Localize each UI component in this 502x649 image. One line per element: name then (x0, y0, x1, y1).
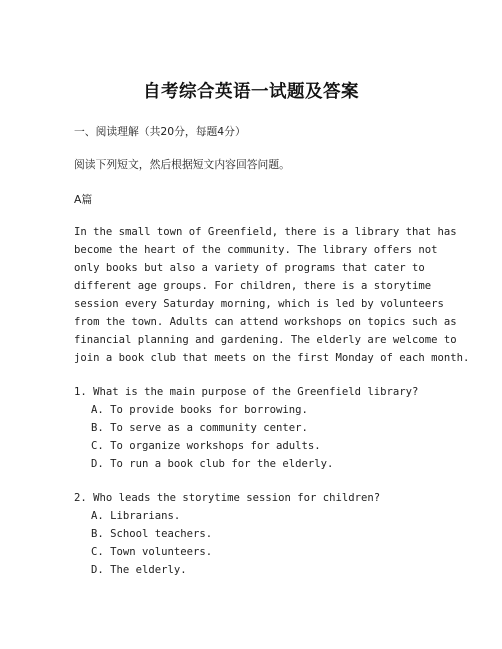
passage-line: become the heart of the community. The library offers not (74, 244, 438, 256)
answer-option: B. To serve as a community center. (91, 422, 308, 434)
passage-line: In the small town of Greenfield, there is a library that has (74, 226, 457, 238)
passage-line: financial planning and gardening. The elderly are welcome to (74, 334, 457, 346)
passage-label: A篇 (74, 193, 93, 206)
instruction-text: 阅读下列短文，然后根据短文内容回答问题。 (74, 158, 290, 171)
answer-option: A. To provide books for borrowing. (91, 404, 308, 416)
question-text: 2. Who leads the storytime session for children? (74, 492, 381, 504)
passage-line: different age groups. For children, there is a storytime (74, 280, 432, 292)
answer-option: D. To run a book club for the elderly. (91, 458, 334, 470)
passage-line: session every Saturday morning, which is led by volunteers (74, 298, 444, 310)
answer-option: C. To organize workshops for adults. (91, 440, 321, 452)
answer-option: A. Librarians. (91, 510, 181, 522)
question-text: 1. What is the main purpose of the Greenfield library? (74, 386, 419, 398)
answer-option: C. Town volunteers. (91, 546, 213, 558)
document-title: 自考综合英语一试题及答案 (143, 82, 359, 102)
section-heading: 一、阅读理解（共20分，每题4分） (74, 125, 246, 138)
passage-line: join a book club that meets on the first Monday of each month. (74, 352, 470, 364)
answer-option: B. School teachers. (91, 528, 213, 540)
answer-option: D. The elderly. (91, 564, 187, 576)
passage-line: only books but also a variety of programs that cater to (74, 262, 425, 274)
passage-line: from the town. Adults can attend workshops on topics such as (74, 316, 457, 328)
